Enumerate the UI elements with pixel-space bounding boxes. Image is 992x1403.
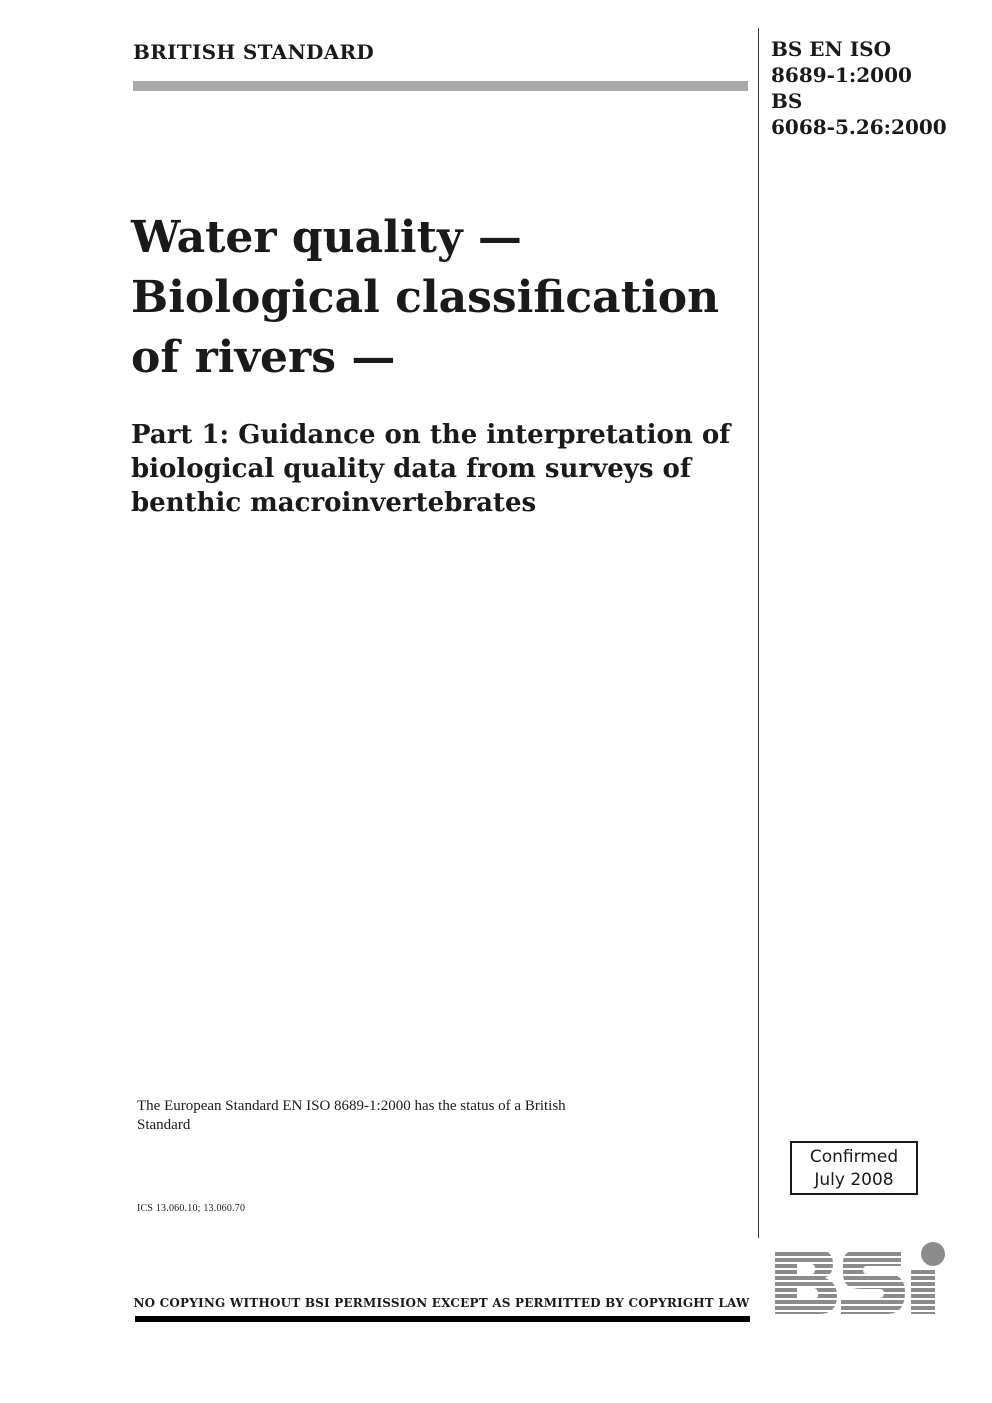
standard-number-line: BS [771,89,803,113]
confirmed-date: July 2008 [814,1170,894,1190]
status-note: The European Standard EN ISO 8689-1:2000 has the status of a British Standard [137,1098,566,1133]
title-line: of rivers — [131,332,396,383]
title-line: Biological classification [131,272,720,323]
vertical-divider [758,28,759,1238]
subtitle-line: Part 1: Guidance on the interpretation of [131,420,731,450]
document-subtitle [131,418,746,520]
document-type-label: BRITISH STANDARD [133,40,375,64]
bsi-logo [773,1240,951,1324]
footer-rule [135,1316,750,1322]
confirmed-stamp [790,1141,918,1195]
ics-code: ICS 13.060.10; 13.060.70 [137,1203,246,1214]
confirmed-label: Confirmed [809,1147,899,1167]
standard-number-line: 8689-1:2000 [771,63,912,87]
subtitle-line: biological quality data from surveys of [131,454,692,484]
standard-numbers [771,36,947,140]
standard-number-line: 6068-5.26:2000 [771,115,947,139]
title-line: Water quality — [131,212,522,263]
header-rule [133,81,748,91]
copyright-notice: NO COPYING WITHOUT BSI PERMISSION EXCEPT AS PERMITTED BY COPYRIGHT LAW [133,1296,750,1310]
standard-number-line: BS EN ISO [771,37,892,61]
document-title [131,208,741,388]
subtitle-line: benthic macroinvertebrates [131,488,537,518]
